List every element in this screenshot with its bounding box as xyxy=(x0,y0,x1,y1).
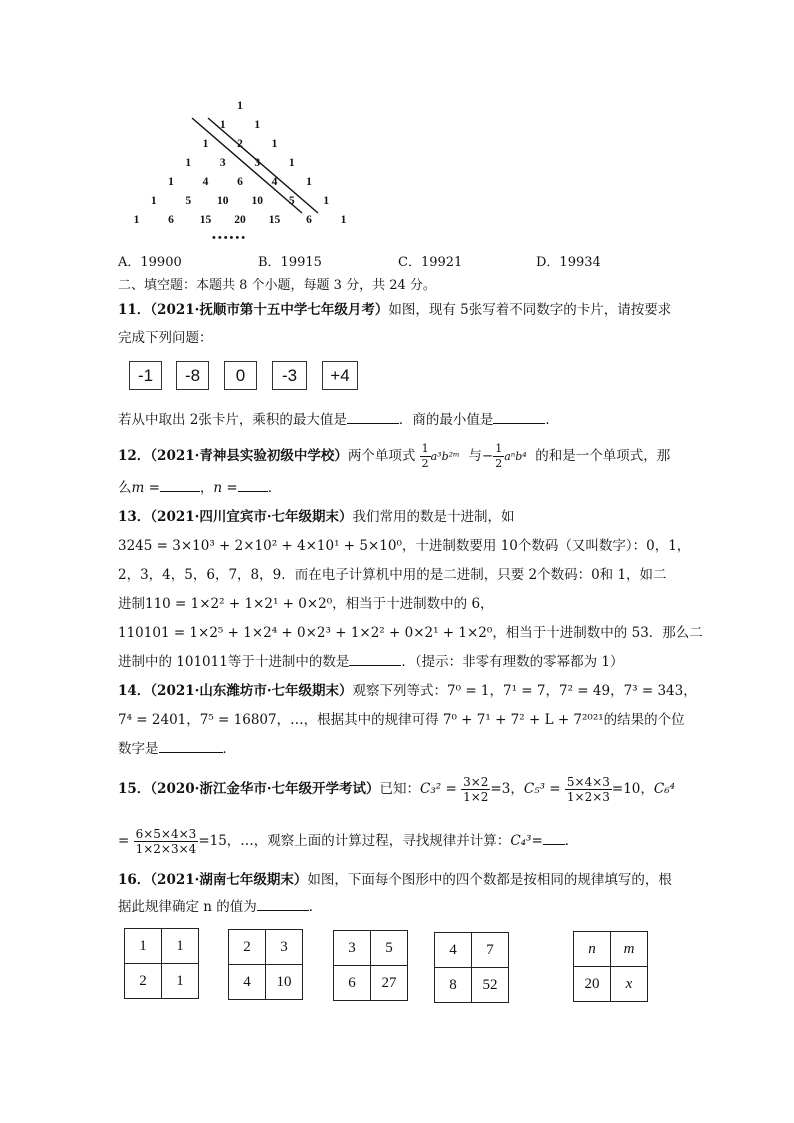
q16-line1: 16．（2021·湖南七年级期末）如图，下面每个图形中的四个数都是按相同的规律填写的，根 xyxy=(118,872,672,888)
triangle-dots: •••••• xyxy=(212,232,248,244)
q14-line1: 14．（2021·山东潍坊市·七年级期末）观察下列等式：7⁰ = 1，7¹ = 7，7² = 49，7³ = 343， xyxy=(118,683,697,699)
q11-text: 如图，现有 5张写着不同数字的卡片，请按要求 xyxy=(388,302,672,318)
triangle-number: 1 xyxy=(271,138,278,150)
q11-line2: 完成下列问题： xyxy=(118,330,213,346)
triangle-number: 15 xyxy=(268,214,281,226)
q15-line2: = $\frac{6\times 5\times 4\times 3}{1\times 2\times 3\times 4}$ =15，…，观察上面的计算过程，寻找规律并计算：C₄³= ． xyxy=(118,827,579,856)
option-b: B．19915 xyxy=(258,255,322,270)
q14-line2: 7⁴ = 2401，7⁵ = 16807，…，根据其中的规律可得 7⁰ + 7¹ + 7² + L + 7²⁰²¹的结果的个位 xyxy=(118,712,685,728)
triangle-number: 1 xyxy=(237,100,243,112)
triangle-number: 1 xyxy=(185,157,192,169)
q12-line1: 12．（2021·青神县实验初级中学校）两个单项式 $\frac{1}{2}$ a³b²ᵐ 与− $\frac{1}{2}$ aⁿb⁴ 的和是一个单项式，那 xyxy=(118,442,671,470)
triangle-number: 1 xyxy=(219,119,226,131)
option-d: D．19934 xyxy=(536,255,601,270)
q15-line1: 15．（2020·浙江金华市·七年级开学考试）已知：C₃² = $\frac{3\times 2}{1\times 2}$ =3，C₅³ = $\frac{5\times 4\times 3}{1\times 2\times 3}$ =10，C₆⁴ xyxy=(118,775,676,804)
triangle-number: 6 xyxy=(168,214,174,226)
q13-line2: 3245 = 3×10³ + 2×10² + 4×10¹ + 5×10⁰，十进制数要用 10个数码（又叫数字）：0，1， xyxy=(118,538,691,554)
q13-line1: 13．（2021·四川宜宾市·七年级期末）我们常用的数是十进制，如 xyxy=(118,509,515,525)
triangle-number: 15 xyxy=(199,214,212,226)
triangle-number: 5 xyxy=(185,195,192,207)
triangle-number: 10 xyxy=(217,195,229,207)
section-heading: 二、填空题：本题共 8 个小题，每题 3 分，共 24 分。 xyxy=(118,278,436,293)
q14-line3: 数字是 ． xyxy=(118,741,236,757)
q12-line2: 么m = ，n = ． xyxy=(118,480,282,496)
triangle-number: 1 xyxy=(202,138,209,150)
triangle-number: 10 xyxy=(251,195,263,207)
triangle-number: 1 xyxy=(150,195,157,207)
card-2: -8 xyxy=(176,361,209,390)
q16-line2: 据此规律确定 n 的值为 ． xyxy=(118,899,323,915)
q13-line4: 进制110 = 1×2² + 1×2¹ + 0×2⁰，相当于十进制数中的 6， xyxy=(118,596,494,612)
q11-line1 xyxy=(118,300,671,320)
triangle-number: 3 xyxy=(219,157,226,169)
triangle-number: 1 xyxy=(340,214,347,226)
q13-line3: 2，3，4，5，6，7，8，9．而在电子计算机中用的是二进制，只要 2个数码：0和 1，如二 xyxy=(118,567,667,583)
q11-line3: 若从中取出 2张卡片，乘积的最大值是 ．商的最小值是 ． xyxy=(118,412,559,428)
card-3: 0 xyxy=(224,361,257,390)
q11-source: （2021·抚顺市第十五中学七年级月考） xyxy=(150,302,389,318)
triangle-number: 5 xyxy=(288,195,295,207)
triangle-number: 3 xyxy=(254,157,261,169)
figure-4: 4 7 8 52 xyxy=(434,932,509,1003)
triangle-number: 4 xyxy=(202,176,209,188)
triangle-number: 4 xyxy=(271,176,278,188)
option-c: C．19921 xyxy=(398,255,463,270)
triangle-number: 1 xyxy=(254,119,261,131)
card-4: -3 xyxy=(272,361,307,390)
triangle-number: 2 xyxy=(237,138,243,150)
triangle-number: 1 xyxy=(168,176,174,188)
figure-2: 2 3 4 10 xyxy=(228,929,303,1000)
q13-line6: 进制中的 101011等于十进制中的数是 ．（提示：非零有理数的零幂都为 1） xyxy=(118,654,624,670)
q13-line5: 110101 = 1×2⁵ + 1×2⁴ + 0×2³ + 1×2² + 0×2¹ + 1×2⁰，相当于十进制数中的 53．那么二 xyxy=(118,625,703,641)
q11-number: 11． xyxy=(118,302,151,318)
figure-5: n m 20 x xyxy=(573,931,648,1002)
triangle-number: 6 xyxy=(237,176,243,188)
triangle-number: 1 xyxy=(133,214,140,226)
triangle-number: 20 xyxy=(234,214,246,226)
triangle-number: 1 xyxy=(323,195,330,207)
triangle-number: 6 xyxy=(306,214,312,226)
triangle-number: 1 xyxy=(306,176,312,188)
figure-3: 3 5 6 27 xyxy=(333,930,408,1001)
card-1: -1 xyxy=(129,361,162,390)
triangle-number: 1 xyxy=(288,157,295,169)
option-a: A．19900 xyxy=(118,255,182,270)
figure-1: 1 1 2 1 xyxy=(124,928,199,999)
card-5: +4 xyxy=(322,361,358,390)
